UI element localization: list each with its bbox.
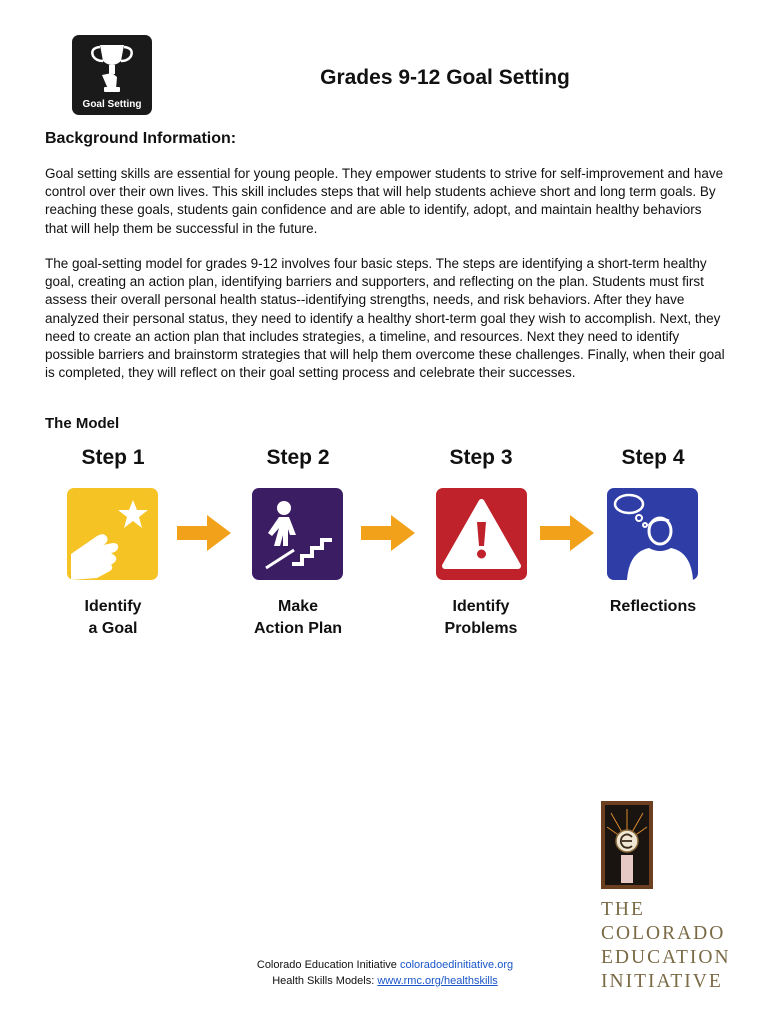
cei-word-the: THE: [601, 899, 645, 920]
step-3-title: Step 3: [449, 446, 513, 469]
background-paragraph-2: The goal-setting model for grades 9-12 involves four basic steps. The steps are identifying a short-term healthy goal, creating an action plan, identifying barriers and supporters, and reflecting on the plan. Students must first assess their overall personal health status--identifying strengths, needs, and risk behaviors. After they have analyzed their personal status, they need to identify a healthy short-term goal they wish to accomplish. Next, they need to create an action plan that includes strategies, a timeline, and resources. Next they need to identify possible barriers and brainstorm strategies that will help them overcome these challenges. Finally, when their goal is completed, they will reflect on their goal setting process and celebrate their successes.: [45, 256, 725, 381]
warning-triangle-icon: [436, 488, 527, 580]
step-2-icon-tile: [252, 488, 343, 580]
model-heading: The Model: [45, 415, 120, 432]
step-4-icon-tile: [607, 488, 698, 580]
step-2-title: Step 2: [266, 446, 330, 469]
arrow-right-icon: [540, 515, 594, 551]
badge-label: Goal Setting: [82, 99, 142, 110]
footer-org-link[interactable]: coloradoedinitiative.org: [399, 959, 514, 971]
background-paragraph-1: Goal setting skills are essential for young people. They empower students to strive for self-improvement and have control over their own lives. This skill includes steps that will help students achieve short and long term goals. By reaching these goals, students gain confidence and are able to identify, adopt, and maintain healthy behaviors that will help them be successful in the future.: [45, 166, 724, 236]
goal-setting-badge: [72, 35, 152, 115]
step-1-title: Step 1: [81, 446, 145, 469]
footer-line-1: [210, 957, 560, 973]
step-2-label: [223, 596, 373, 640]
step-3-label-line-2: Problems: [444, 620, 518, 637]
footer-models-link[interactable]: www.rmc.org/healthskills: [377, 975, 498, 987]
footer: [210, 957, 560, 989]
person-climbing-stairs-icon: [252, 488, 343, 580]
page-title: Grades 9-12 Goal Setting: [320, 66, 570, 89]
step-4-title: Step 4: [621, 446, 685, 469]
footer-models-text: Health Skills Models:: [272, 975, 378, 987]
step-1-label-line-2: a Goal: [88, 620, 138, 637]
cei-word-colorado: COLORADO: [601, 923, 726, 944]
cei-word-initiative: INITIATIVE: [601, 971, 723, 992]
step-2-background: [252, 488, 343, 580]
footer-org-text: Colorado Education Initiative: [256, 959, 400, 971]
arrow-right-icon: [177, 515, 231, 551]
step-4-label-line-1: Reflections: [609, 598, 697, 615]
step-1-label: [38, 596, 188, 640]
person-thought-bubble-icon: [607, 488, 698, 580]
step-3-label-line-1: Identify: [452, 598, 510, 615]
trophy-icon: [86, 39, 138, 95]
background-heading: Background Information:: [45, 130, 237, 147]
step-4-label: [578, 596, 728, 618]
cei-word-education: EDUCATION: [601, 947, 731, 968]
step-1-icon-tile: [67, 488, 158, 580]
footer-line-2: [210, 973, 560, 989]
step-3-label: [406, 596, 556, 640]
cei-emblem-icon: [601, 801, 653, 889]
step-2-label-line-2: Action Plan: [253, 620, 342, 637]
step-2-label-line-1: Make: [277, 598, 319, 615]
step-1-label-line-1: Identify: [84, 598, 142, 615]
step-3-icon-tile: [436, 488, 527, 580]
arrow-right-icon: [361, 515, 415, 551]
pointing-hand-star-icon: [67, 488, 158, 580]
